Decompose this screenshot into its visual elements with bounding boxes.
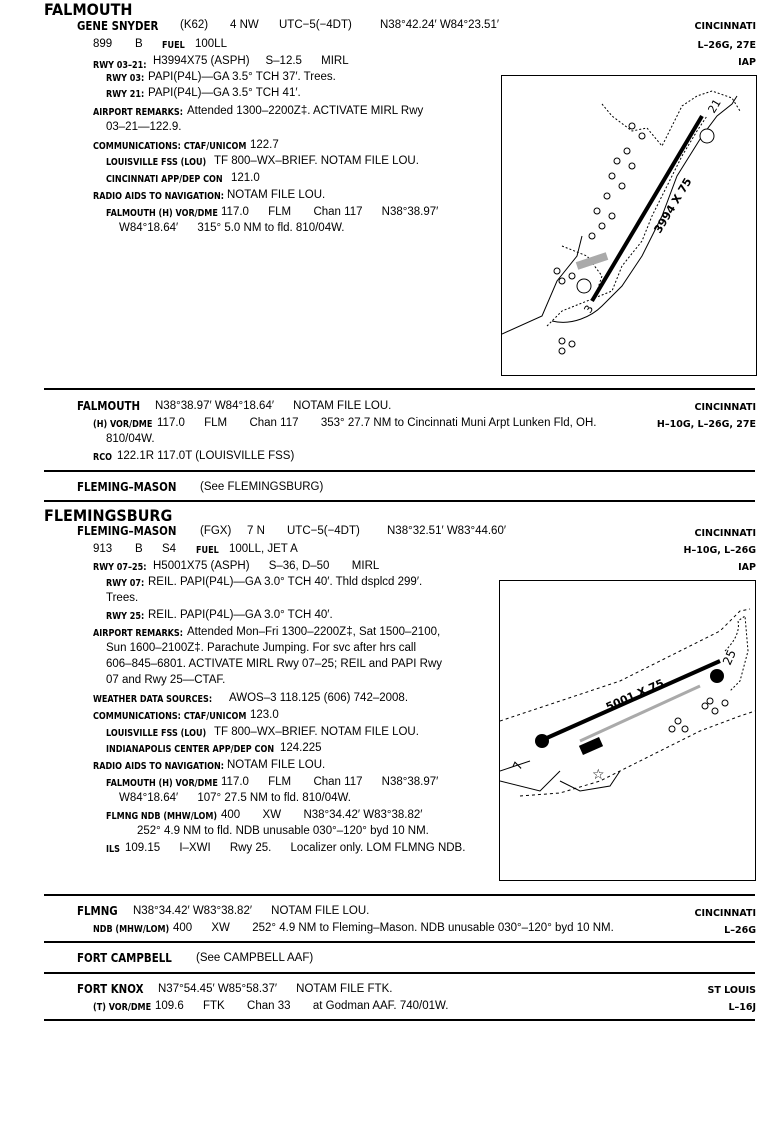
fuel-b: B [135, 543, 143, 555]
parking-icon [577, 279, 591, 293]
ndb-line: 400 XW 252° 4.9 NM to Fleming–Mason. NDB unusable 030°–120° byd 10 NM. [173, 922, 614, 934]
runway-label: RWY 07–25: [93, 562, 147, 573]
runway-label: RWY 03–21: [93, 60, 147, 71]
fss-label: LOUISVILLE FSS (LOU) [106, 157, 207, 168]
fss-label: LOUISVILLE FSS (LOU) [106, 728, 207, 739]
rco-label: RCO [93, 452, 113, 463]
fuel-label: FUEL [196, 545, 219, 556]
airport-coords: N38°32.51′ W83°44.60′ [387, 525, 507, 537]
remarks-line-1: Attended 1300–2200Z‡. ACTIVATE MIRL Rwy [187, 105, 424, 117]
city-heading: FALMOUTH [44, 0, 133, 19]
vor-line-2: W84°18.64′ 107° 27.5 NM to fld. 810/04W. [119, 792, 351, 804]
reference-text: (See FLEMINGSBURG) [200, 481, 324, 493]
airport-diagram-svg [500, 581, 755, 880]
ils-label: ILS [106, 844, 120, 855]
diagram-end-21: 21 [705, 96, 724, 116]
parking-icon [535, 734, 549, 748]
navaid-header-text: N37°54.45′ W85°58.37′ NOTAM FILE FTK. [158, 983, 393, 995]
airport-diagram [499, 580, 756, 881]
ndb-line-1: 400 XW N38°34.42′ W83°38.82′ [221, 809, 423, 821]
runway-line [93, 55, 156, 73]
remarks-line-1: Attended Mon–Fri 1300–2200Z‡, Sat 1500–2100, [187, 626, 441, 638]
fuel-b: B [135, 38, 143, 50]
airport-name: FLEMING–MASON [77, 523, 177, 538]
app-value: 121.0 [231, 172, 260, 184]
remarks-label: AIRPORT REMARKS: [93, 628, 183, 639]
chart-ref-2: H–10G, L–26G [683, 545, 756, 556]
vor-label: (H) VOR/DME [93, 419, 153, 430]
airport-diagram [501, 75, 757, 376]
vor-line-1: 117.0 FLM Chan 117 N38°38.97′ [221, 206, 439, 218]
vor-line-2: 810/04W. [106, 433, 155, 445]
rwy25-info: REIL. PAPI(P4L)—GA 3.0° TCH 40′. [148, 609, 333, 621]
comm-label: COMMUNICATIONS: CTAF/UNICOM [93, 711, 247, 722]
ndb-line-2: 252° 4.9 NM to fld. NDB unusable 030°–120° byd 10 NM. [137, 825, 429, 837]
ils-value: 109.15 I–XWI Rwy 25. Localizer only. LOM FLMNG NDB. [125, 842, 466, 854]
elevation: 899 [93, 38, 113, 50]
chart-ref-3: IAP [738, 562, 756, 573]
vor-line: 109.6 FTK Chan 33 at Godman AAF. 740/01W. [155, 1000, 449, 1012]
airport-name: GENE SNYDER [77, 18, 159, 33]
weather-label: WEATHER DATA SOURCES: [93, 694, 213, 705]
chart-ref-1: CINCINNATI [694, 528, 756, 539]
runway-info: H3994X75 (ASPH) S–12.5 MIRL [153, 55, 349, 67]
ndb-label: FLMNG NDB (MHW/LOM) [106, 811, 218, 822]
app-label: CINCINNATI APP/DEP CON [106, 174, 223, 185]
nav-value: NOTAM FILE LOU. [227, 759, 326, 771]
reference-name: FLEMING–MASON [77, 479, 177, 494]
rwy03-label: RWY 03: [106, 73, 145, 84]
rwy25-label: RWY 25: [106, 611, 145, 622]
rwy07-info-2: Trees. [106, 592, 139, 604]
airport-id: (K62) [180, 19, 209, 31]
vor-line-1: 117.0 FLM Chan 117 N38°38.97′ [221, 776, 439, 788]
chart-ref-2: H–10G, L–26G, 27E [656, 419, 756, 430]
remarks-line-2: 03–21—122.9. [106, 121, 182, 133]
airport-distance: 4 NW [230, 19, 259, 31]
reference-name: FORT CAMPBELL [77, 950, 172, 965]
vor-label: FALMOUTH (H) VOR/DME [106, 778, 218, 789]
navaid-header-text: N38°38.97′ W84°18.64′ NOTAM FILE LOU. [155, 400, 392, 412]
remarks-line-3: 606–845–6801. ACTIVATE MIRL Rwy 07–25; REIL and PAPI Rwy [106, 658, 443, 670]
nav-label: RADIO AIDS TO NAVIGATION: [93, 191, 224, 202]
airport-coords: N38°42.24′ W84°23.51′ [380, 19, 500, 31]
fuel-value: 100LL, JET A [229, 543, 298, 555]
reference-text: (See CAMPBELL AAF) [196, 952, 314, 964]
diagram-runway-label: 3994 X 75 [651, 175, 695, 236]
remarks-line-4: 07 and Rwy 25—CTAF. [106, 674, 226, 686]
airport-utc: UTC−5(−4DT) [279, 19, 352, 31]
chart-ref-3: IAP [738, 57, 756, 68]
fuel-value: 100LL [195, 38, 227, 50]
section-divider [44, 941, 755, 943]
vor-line-1: 117.0 FLM Chan 117 353° 27.7 NM to Cincinnati Muni Arpt Lunken Fld, OH. [157, 417, 597, 429]
airport-distance: 7 N [247, 525, 265, 537]
section-divider [44, 500, 755, 502]
nav-label: RADIO AIDS TO NAVIGATION: [93, 761, 224, 772]
rwy07-label: RWY 07: [106, 578, 145, 589]
chart-ref-2: L–26G [724, 925, 756, 936]
vor-label: FALMOUTH (H) VOR/DME [106, 208, 218, 219]
ndb-label: NDB (MHW/LOM) [93, 924, 170, 935]
remarks-line-2: Sun 1600–2100Z‡. Parachute Jumping. For svc after hrs call [106, 642, 417, 654]
diagram-end-7: 7 [509, 759, 526, 773]
airport-diagram-svg [502, 76, 756, 375]
vor-line-2: W84°18.64′ 315° 5.0 NM to fld. 810/04W. [119, 222, 345, 234]
navaid-name: FORT KNOX [77, 981, 144, 996]
rwy21-label: RWY 21: [106, 89, 145, 100]
parking-icon [710, 669, 724, 683]
navaid-name: FLMNG [77, 903, 118, 918]
section-divider [44, 894, 755, 896]
navaid-name: FALMOUTH [77, 398, 141, 413]
diagram-end-3: 3 [581, 302, 597, 316]
airport-id: (FGX) [200, 525, 232, 537]
rwy03-info: PAPI(P4L)—GA 3.5° TCH 37′. Trees. [148, 71, 336, 83]
center-label: INDIANAPOLIS CENTER APP/DEP CON [106, 744, 275, 755]
section-divider [44, 1019, 755, 1021]
beacon-icon: ☆ [592, 767, 605, 783]
elevation: 913 [93, 543, 113, 555]
fss-value: TF 800–WX–BRIEF. NOTAM FILE LOU. [214, 726, 419, 738]
chart-ref-1: CINCINNATI [694, 21, 756, 32]
section-divider [44, 388, 755, 390]
diagram-end-25: 25 [719, 647, 739, 668]
nav-value: NOTAM FILE LOU. [227, 189, 326, 201]
chart-ref-1: CINCINNATI [694, 402, 756, 413]
center-value: 124.225 [280, 742, 322, 754]
oxygen-s4: S4 [162, 543, 177, 555]
chart-ref-2: L–16J [728, 1002, 756, 1013]
comm-value: 123.0 [250, 709, 279, 721]
vor-label: (T) VOR/DME [93, 1002, 152, 1013]
rco-value: 122.1R 117.0T (LOUISVILLE FSS) [117, 450, 295, 462]
diagram-runway-label: 5001 X 75 [603, 676, 666, 714]
section-divider [44, 470, 755, 472]
airport-utc: UTC−5(−4DT) [287, 525, 360, 537]
rwy21-info: PAPI(P4L)—GA 3.5° TCH 41′. [148, 87, 301, 99]
comm-label: COMMUNICATIONS: CTAF/UNICOM [93, 141, 247, 152]
runway-03-21 [592, 116, 702, 301]
weather-value: AWOS–3 118.125 (606) 742–2008. [229, 692, 409, 704]
chart-ref-1: CINCINNATI [694, 908, 756, 919]
runway-info: H5001X75 (ASPH) S–36, D–50 MIRL [153, 560, 380, 572]
fss-value: TF 800–WX–BRIEF. NOTAM FILE LOU. [214, 155, 419, 167]
chart-ref-1: ST LOUIS [707, 985, 756, 996]
fuel-label: FUEL [162, 40, 185, 51]
remarks-label: AIRPORT REMARKS: [93, 107, 183, 118]
parking-icon [700, 129, 714, 143]
section-divider [44, 972, 755, 974]
navaid-header-text: N38°34.42′ W83°38.82′ NOTAM FILE LOU. [133, 905, 370, 917]
city-heading: FLEMINGSBURG [44, 506, 173, 525]
comm-value: 122.7 [250, 139, 279, 151]
airport-header [77, 17, 176, 35]
chart-ref-2: L–26G, 27E [697, 40, 756, 51]
rwy07-info-1: REIL. PAPI(P4L)—GA 3.0° TCH 40′. Thld dsplcd 299′. [148, 576, 423, 588]
